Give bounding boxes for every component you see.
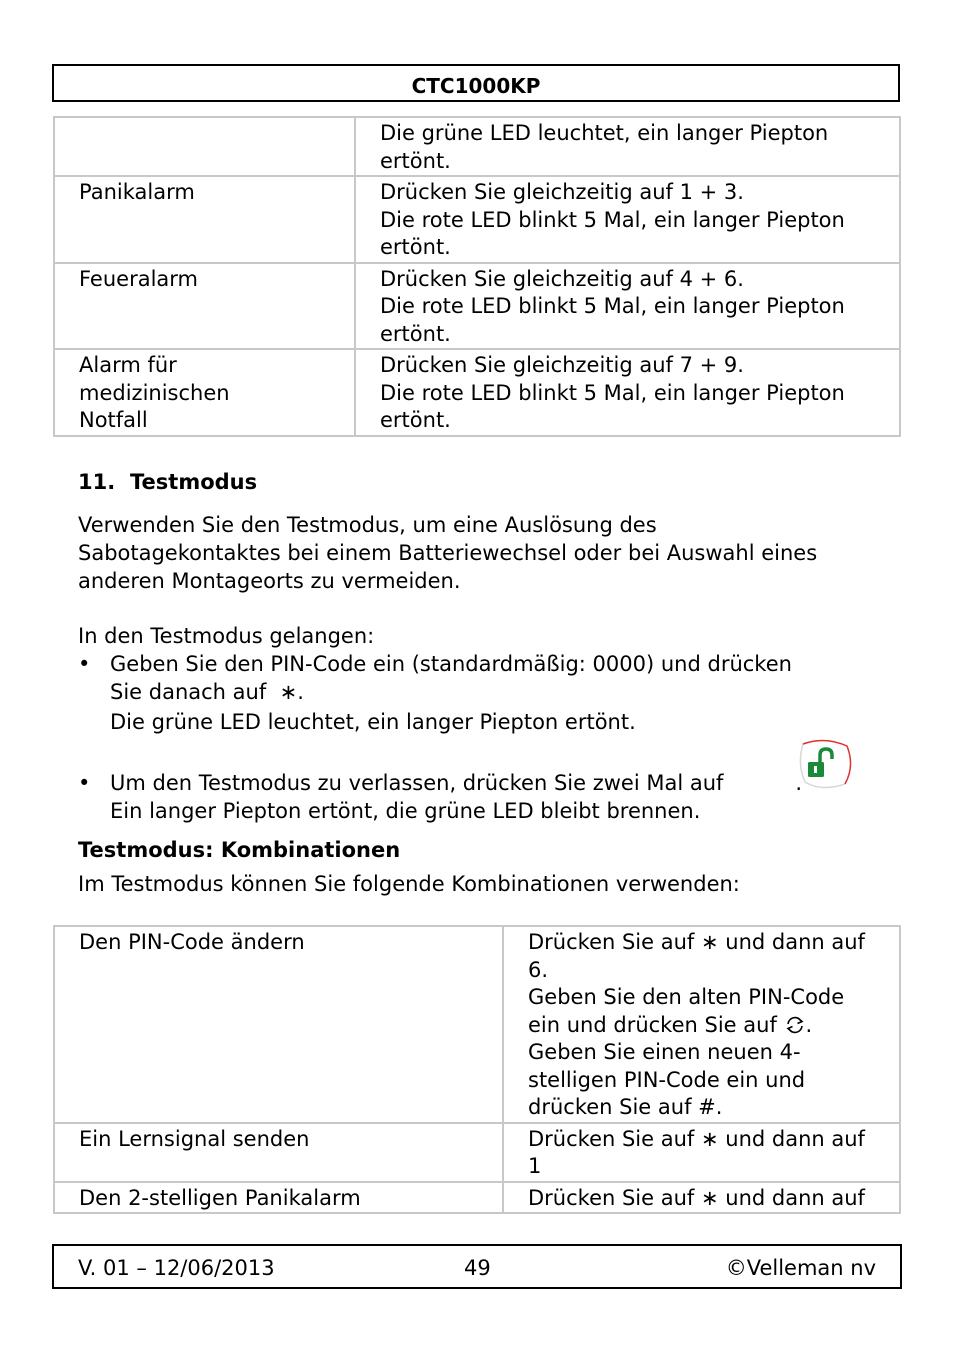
- intro-paragraph: [78, 511, 817, 595]
- table-cell-label: [54, 117, 355, 176]
- cell-line: ertönt.: [380, 148, 451, 173]
- table-row: [54, 1182, 900, 1214]
- table-row: [54, 176, 900, 263]
- cell-line: ertönt.: [380, 235, 451, 259]
- cell-line: Notfall: [79, 408, 148, 432]
- cell-line: Den 2-stelligen Panikalarm: [79, 1185, 361, 1210]
- bullet-line: [110, 769, 802, 797]
- cell-text: ein und drücken Sie auf: [528, 1012, 777, 1037]
- cell-line: drücken Sie auf #.: [528, 1095, 723, 1119]
- section-number: 11.: [78, 470, 116, 494]
- confirm-refresh-icon: [784, 1015, 806, 1035]
- combinations-table: [53, 925, 901, 1214]
- cell-line: 6.: [528, 957, 549, 982]
- cell-line: Geben Sie einen neuen 4-: [528, 1040, 801, 1064]
- cell-line: Den PIN-Code ändern: [79, 930, 305, 954]
- cell-line: Ein Lernsignal senden: [79, 1126, 310, 1151]
- bullet-exit-testmode: [78, 769, 802, 825]
- table-cell-desc: [503, 1123, 900, 1182]
- cell-line: 1: [528, 1154, 542, 1178]
- table-row: [54, 263, 900, 350]
- cell-line: Feueralarm: [79, 266, 199, 291]
- table-cell-desc: [355, 176, 900, 263]
- cell-line: Die rote LED blinkt 5 Mal, ein langer Piepton: [380, 207, 845, 232]
- page-footer: [52, 1244, 902, 1289]
- table-cell-label: [54, 1182, 503, 1214]
- cell-line: Alarm für: [79, 353, 177, 377]
- bullet-dot: •: [78, 652, 91, 676]
- table-cell-desc: [355, 349, 900, 436]
- paragraph-line: Verwenden Sie den Testmodus, um eine Auslösung des: [78, 513, 657, 537]
- section-title: Testmodus: [130, 470, 258, 494]
- cell-text: .: [805, 1012, 813, 1037]
- table-cell-desc: [355, 263, 900, 350]
- table-cell-label: [54, 349, 355, 436]
- bullet-text: .: [297, 680, 304, 704]
- combinations-heading: Testmodus: Kombinationen: [78, 838, 401, 862]
- cell-line: Drücken Sie gleichzeitig auf 4 + 6.: [380, 266, 744, 291]
- section-heading: [78, 470, 257, 494]
- table-row: [54, 117, 900, 176]
- cell-line: Panikalarm: [79, 180, 195, 204]
- footer-copyright: ©Velleman nv: [725, 1256, 876, 1280]
- paragraph-line: Sabotagekontaktes bei einem Batteriewechsel oder bei Auswahl eines: [78, 541, 818, 565]
- cell-line: ertönt.: [380, 408, 451, 432]
- table-cell-label: [54, 176, 355, 263]
- cell-line: ertönt.: [380, 321, 451, 346]
- header-title: CTC1000KP: [411, 74, 541, 98]
- cell-line: stelligen PIN-Code ein und: [528, 1067, 806, 1092]
- cell-line: Drücken Sie auf ∗ und dann auf: [528, 1185, 865, 1210]
- bullet-line: Die grüne LED leuchtet, ein langer Piepton ertönt.: [110, 710, 636, 734]
- cell-line: Drücken Sie gleichzeitig auf 1 + 3.: [380, 180, 744, 204]
- bullet-line: Ein langer Piepton ertönt, die grüne LED bleibt brennen.: [110, 799, 701, 823]
- cell-line: medizinischen: [79, 380, 230, 405]
- cell-line: Drücken Sie auf ∗ und dann auf: [528, 1126, 865, 1151]
- table-cell-desc: [503, 926, 900, 1123]
- page-header: [52, 64, 900, 102]
- bullet-enter-pin: [78, 650, 792, 736]
- bullet-text: Sie danach auf: [110, 680, 267, 704]
- table-cell-label: [54, 926, 503, 1123]
- table-row: [54, 349, 900, 436]
- unlock-button-icon: [795, 738, 853, 790]
- alarm-table: [53, 116, 901, 437]
- cell-line: Geben Sie den alten PIN-Code: [528, 985, 845, 1009]
- cell-line: Drücken Sie gleichzeitig auf 7 + 9.: [380, 353, 744, 377]
- table-row: [54, 926, 900, 1123]
- cell-line: Die grüne LED leuchtet, ein langer Piepton: [380, 121, 829, 145]
- footer-version: V. 01 – 12/06/2013: [78, 1256, 275, 1280]
- cell-line: Die rote LED blinkt 5 Mal, ein langer Piepton: [380, 294, 845, 318]
- table-cell-label: [54, 1123, 503, 1182]
- cell-line: [528, 1012, 889, 1040]
- table-cell-label: [54, 263, 355, 350]
- table-cell-desc: [503, 1182, 900, 1214]
- cell-line: Drücken Sie auf ∗ und dann auf: [528, 930, 865, 954]
- bullet-line: Geben Sie den PIN-Code ein (standardmäßig: 0000) und drücken: [110, 652, 792, 676]
- bullet-dot: •: [78, 771, 91, 795]
- table-row: [54, 1123, 900, 1182]
- star-key-symbol: ∗: [279, 680, 298, 704]
- enter-testmode-label: In den Testmodus gelangen:: [78, 624, 375, 648]
- bullet-text: .: [795, 771, 803, 795]
- cell-line: Die rote LED blinkt 5 Mal, ein langer Piepton: [380, 380, 845, 405]
- paragraph-line: anderen Montageorts zu vermeiden.: [78, 569, 461, 593]
- table-cell-desc: [355, 117, 900, 176]
- bullet-line: [110, 678, 792, 706]
- combinations-intro: Im Testmodus können Sie folgende Kombinationen verwenden:: [78, 872, 740, 896]
- bullet-text: Um den Testmodus zu verlassen, drücken Sie zwei Mal auf: [110, 771, 724, 795]
- footer-page-number: 49: [464, 1256, 491, 1280]
